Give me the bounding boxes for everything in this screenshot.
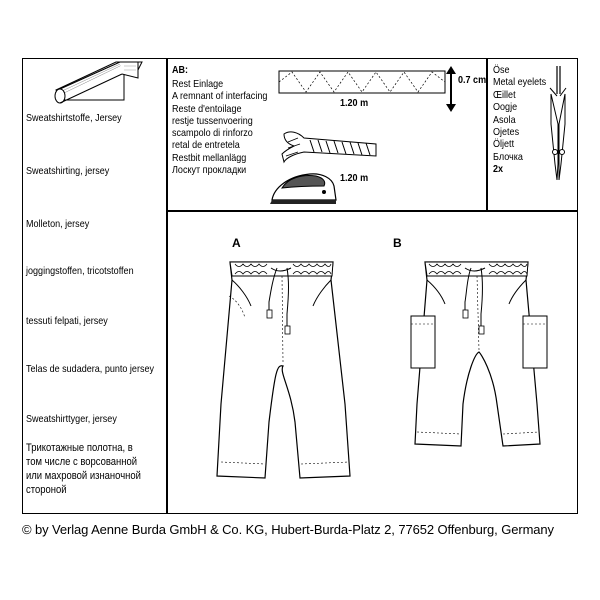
fabric-ru-line: стороной <box>26 484 67 496</box>
interfacing-line: scampolo di rinforzo <box>172 127 253 140</box>
pants-view-b-drawing <box>401 254 571 484</box>
view-b-label: B <box>393 236 402 250</box>
tape-width: 0.7 cm <box>458 74 487 86</box>
fabric-ru-line: том числе с ворсованной <box>26 456 138 468</box>
cord-length: 1.20 m <box>340 172 369 184</box>
fabric-roll-icon <box>54 60 144 110</box>
column-divider-left <box>166 58 168 514</box>
column-divider-right <box>486 58 488 210</box>
fabric-es: Telas de sudadera, punto jersey <box>26 363 155 375</box>
fabric-ru-line: или махровой изнаночной <box>26 470 141 482</box>
pants-view-a-drawing <box>199 254 369 484</box>
row-divider <box>166 210 578 212</box>
fabric-ru <box>26 441 141 497</box>
notion-line: Asola <box>493 113 516 126</box>
fabric-ru-line: Трикотажные полотна, в <box>26 442 133 454</box>
interfacing-line: Лоскут прокладки <box>172 164 247 177</box>
notion-line: Öljett <box>493 138 515 151</box>
fabric-it: tessuti felpati, jersey <box>26 315 108 327</box>
tape-length: 1.20 m <box>340 97 369 109</box>
eyelet-tool-icon <box>546 64 570 182</box>
elastic-tape-icon <box>278 70 448 96</box>
notion-line: Metal eyelets <box>493 76 547 89</box>
notion-line: Öse <box>493 64 510 76</box>
fabric-en: Sweatshirting, jersey <box>26 165 110 177</box>
interfacing-line: Restbit mellanlägg <box>172 151 247 164</box>
fabric-fr: Molleton, jersey <box>26 218 90 230</box>
views-ab-label: AB: <box>172 64 189 76</box>
interfacing-line: A remnant of interfacing <box>172 90 268 103</box>
copyright-text: © by Verlag Aenne Burda GmbH & Co. KG, Hubert-Burda-Platz 2, 77652 Offenburg, Germany <box>22 522 554 537</box>
iron-icon <box>266 166 338 206</box>
interfacing-line: Rest Einlage <box>172 78 224 90</box>
notion-quantity: 2x <box>493 163 504 176</box>
interfacing-line: Reste d'entoilage <box>172 102 242 115</box>
fabric-de: Sweatshirtstoffe, Jersey <box>26 112 122 124</box>
interfacing-text <box>172 78 267 176</box>
fabric-sv: Sweatshirttyger, jersey <box>26 413 117 425</box>
notions-text <box>493 64 546 176</box>
notion-line: Oogje <box>493 101 518 114</box>
width-arrow-icon <box>444 66 458 112</box>
notion-line: Ojetes <box>493 126 520 139</box>
notion-line: Œillet <box>493 88 516 101</box>
view-a-label: A <box>232 236 241 250</box>
interfacing-line: retal de entretela <box>172 139 240 152</box>
interfacing-line: restje tussenvoering <box>172 114 253 127</box>
notion-line: Блочка <box>493 150 523 163</box>
fabric-nl: joggingstoffen, tricotstoffen <box>26 265 134 277</box>
twisted-cord-icon <box>280 128 380 164</box>
